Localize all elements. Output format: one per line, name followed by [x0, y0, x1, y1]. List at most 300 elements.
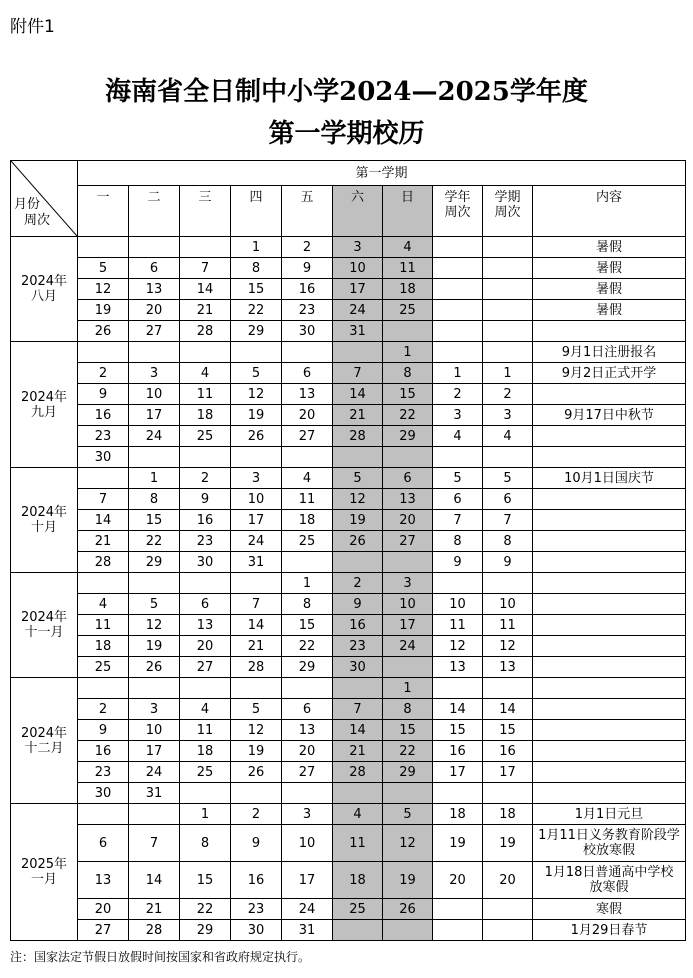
day-cell: 6 [78, 825, 129, 862]
day-cell: 28 [333, 762, 383, 783]
day-cell: 31 [129, 783, 180, 804]
semester-week-cell [483, 300, 533, 321]
day-cell: 3 [231, 468, 282, 489]
semester-week-cell: 11 [483, 615, 533, 636]
calendar-week-row [11, 531, 686, 552]
weekday-header: 一 [78, 186, 129, 237]
day-cell: 9 [180, 489, 231, 510]
document-title: 海南省全日制中小学2024—2025学年度 [105, 77, 588, 107]
day-cell: 28 [231, 657, 282, 678]
day-cell [231, 342, 282, 363]
day-cell: 13 [129, 279, 180, 300]
weekday-header: 五 [282, 186, 333, 237]
day-cell: 22 [129, 531, 180, 552]
school-year-week-cell: 20 [433, 862, 483, 899]
day-cell: 14 [231, 615, 282, 636]
corner-week-label: 周次 [24, 213, 51, 228]
day-cell: 29 [129, 552, 180, 573]
day-cell: 1 [383, 678, 433, 699]
content-cell: 1月29日春节 [533, 920, 686, 941]
day-cell: 8 [129, 489, 180, 510]
calendar-week-row [11, 321, 686, 342]
semester-week-cell: 2 [483, 384, 533, 405]
content-cell: 暑假 [533, 258, 686, 279]
day-cell: 4 [78, 594, 129, 615]
content-cell [533, 636, 686, 657]
school-year-week-cell: 14 [433, 699, 483, 720]
semester-week-cell [483, 783, 533, 804]
day-cell: 25 [180, 762, 231, 783]
day-cell: 4 [180, 363, 231, 384]
day-cell: 20 [282, 741, 333, 762]
calendar-week-row [11, 405, 686, 426]
school-year-week-cell: 17 [433, 762, 483, 783]
day-cell: 12 [231, 720, 282, 741]
day-cell [383, 657, 433, 678]
day-cell [282, 783, 333, 804]
day-cell: 30 [231, 920, 282, 941]
day-cell [333, 678, 383, 699]
school-year-week-cell: 13 [433, 657, 483, 678]
day-cell: 23 [180, 531, 231, 552]
day-cell: 15 [383, 720, 433, 741]
day-cell: 8 [231, 258, 282, 279]
day-cell [383, 447, 433, 468]
day-cell: 13 [180, 615, 231, 636]
day-cell [333, 920, 383, 941]
semester-header: 第一学期 [78, 161, 686, 186]
semester-week-cell: 7 [483, 510, 533, 531]
semester-week-cell [483, 258, 533, 279]
calendar-week-row [11, 783, 686, 804]
school-year-week-cell: 4 [433, 426, 483, 447]
semester-week-cell [483, 342, 533, 363]
content-cell: 9月17日中秋节 [533, 405, 686, 426]
day-cell: 19 [78, 300, 129, 321]
day-cell [383, 783, 433, 804]
semester-week-cell: 18 [483, 804, 533, 825]
day-cell: 2 [333, 573, 383, 594]
day-cell: 13 [282, 720, 333, 741]
calendar-week-row [11, 237, 686, 258]
day-cell: 25 [180, 426, 231, 447]
day-cell: 2 [180, 468, 231, 489]
day-cell: 18 [383, 279, 433, 300]
day-cell: 26 [231, 426, 282, 447]
semester-week-cell: 8 [483, 531, 533, 552]
day-cell: 11 [78, 615, 129, 636]
day-cell: 21 [129, 899, 180, 920]
day-cell: 29 [282, 657, 333, 678]
day-cell: 27 [282, 426, 333, 447]
day-cell: 21 [180, 300, 231, 321]
day-cell [231, 678, 282, 699]
semester-week-cell: 12 [483, 636, 533, 657]
day-cell: 5 [333, 468, 383, 489]
day-cell: 23 [78, 426, 129, 447]
day-cell: 31 [282, 920, 333, 941]
day-cell [129, 573, 180, 594]
day-cell: 23 [282, 300, 333, 321]
day-cell [78, 468, 129, 489]
calendar-week-row [11, 426, 686, 447]
school-year-week-cell [433, 678, 483, 699]
day-cell [231, 783, 282, 804]
semester-week-cell: 9 [483, 552, 533, 573]
semester-week-cell [483, 920, 533, 941]
day-cell: 19 [231, 741, 282, 762]
day-cell: 9 [231, 825, 282, 862]
calendar-week-row [11, 720, 686, 741]
day-cell [78, 573, 129, 594]
month-label: 2024年 十一月 [11, 573, 78, 678]
weekday-header: 二 [129, 186, 180, 237]
day-cell: 17 [383, 615, 433, 636]
school-year-week-cell: 7 [433, 510, 483, 531]
content-cell: 寒假 [533, 899, 686, 920]
content-cell: 暑假 [533, 300, 686, 321]
day-cell: 26 [231, 762, 282, 783]
day-cell [333, 447, 383, 468]
day-cell: 11 [282, 489, 333, 510]
semester-week-cell: 17 [483, 762, 533, 783]
day-cell: 6 [180, 594, 231, 615]
day-cell [78, 804, 129, 825]
day-cell: 27 [383, 531, 433, 552]
day-cell: 17 [129, 405, 180, 426]
day-cell: 22 [231, 300, 282, 321]
day-cell: 20 [180, 636, 231, 657]
semester-week-cell: 20 [483, 862, 533, 899]
day-cell: 12 [78, 279, 129, 300]
calendar-week-row [11, 258, 686, 279]
content-cell: 1月18日普通高中学校 放寒假 [533, 862, 686, 899]
school-year-week-cell: 15 [433, 720, 483, 741]
day-cell [383, 552, 433, 573]
day-cell: 19 [333, 510, 383, 531]
day-cell [282, 552, 333, 573]
day-cell: 10 [383, 594, 433, 615]
school-year-week-cell: 16 [433, 741, 483, 762]
day-cell: 15 [180, 862, 231, 899]
content-cell [533, 489, 686, 510]
calendar-week-row [11, 615, 686, 636]
day-cell: 15 [129, 510, 180, 531]
document-subtitle: 第一学期校历 [268, 119, 425, 149]
day-cell: 25 [78, 657, 129, 678]
day-cell: 20 [129, 300, 180, 321]
day-cell [180, 342, 231, 363]
day-cell [129, 678, 180, 699]
day-cell: 3 [129, 363, 180, 384]
content-cell [533, 552, 686, 573]
day-cell [231, 447, 282, 468]
content-cell: 9月1日注册报名 [533, 342, 686, 363]
calendar-week-row [11, 279, 686, 300]
day-cell: 17 [333, 279, 383, 300]
day-cell: 30 [78, 783, 129, 804]
day-cell: 27 [282, 762, 333, 783]
calendar-week-row [11, 862, 686, 899]
day-cell: 14 [129, 862, 180, 899]
day-cell: 4 [383, 237, 433, 258]
day-cell [282, 342, 333, 363]
day-cell: 18 [78, 636, 129, 657]
day-cell: 25 [333, 899, 383, 920]
day-cell: 23 [231, 899, 282, 920]
school-year-week-cell [433, 279, 483, 300]
content-cell [533, 615, 686, 636]
semester-week-cell: 13 [483, 657, 533, 678]
school-year-week-cell: 19 [433, 825, 483, 862]
month-label: 2024年 十月 [11, 468, 78, 573]
day-cell: 6 [282, 363, 333, 384]
day-cell: 14 [333, 720, 383, 741]
day-cell: 21 [78, 531, 129, 552]
day-cell: 16 [231, 862, 282, 899]
day-cell [129, 342, 180, 363]
day-cell: 12 [231, 384, 282, 405]
day-cell: 12 [333, 489, 383, 510]
content-cell [533, 447, 686, 468]
day-cell [282, 678, 333, 699]
attachment-label: 附件1 [10, 17, 55, 37]
day-cell: 1 [383, 342, 433, 363]
day-cell [180, 573, 231, 594]
semester-week-cell [483, 678, 533, 699]
school-year-week-cell: 5 [433, 468, 483, 489]
day-cell: 28 [129, 920, 180, 941]
day-cell [129, 237, 180, 258]
school-year-week-cell [433, 573, 483, 594]
day-cell [129, 447, 180, 468]
calendar-week-row [11, 363, 686, 384]
content-cell [533, 678, 686, 699]
day-cell [383, 920, 433, 941]
day-cell: 13 [383, 489, 433, 510]
calendar-week-row [11, 594, 686, 615]
day-cell: 13 [282, 384, 333, 405]
school-year-week-cell: 8 [433, 531, 483, 552]
day-cell [129, 804, 180, 825]
school-calendar-table [10, 160, 686, 941]
day-cell: 16 [78, 405, 129, 426]
day-cell: 28 [180, 321, 231, 342]
day-cell: 1 [282, 573, 333, 594]
day-cell: 11 [180, 720, 231, 741]
school-year-week-cell [433, 300, 483, 321]
day-cell [78, 678, 129, 699]
content-cell [533, 510, 686, 531]
school-year-week-header: 学年 周次 [433, 186, 483, 237]
calendar-week-row [11, 573, 686, 594]
day-cell: 5 [383, 804, 433, 825]
day-cell: 21 [333, 741, 383, 762]
day-cell: 17 [282, 862, 333, 899]
day-cell [78, 237, 129, 258]
school-year-week-cell [433, 258, 483, 279]
school-year-week-cell: 11 [433, 615, 483, 636]
day-cell: 15 [282, 615, 333, 636]
day-cell: 24 [129, 426, 180, 447]
semester-week-header: 学期 周次 [483, 186, 533, 237]
content-cell [533, 321, 686, 342]
school-year-week-cell [433, 783, 483, 804]
school-year-week-cell [433, 237, 483, 258]
school-year-week-cell [433, 321, 483, 342]
calendar-week-row [11, 636, 686, 657]
day-cell [180, 237, 231, 258]
content-cell: 10月1日国庆节 [533, 468, 686, 489]
day-cell: 6 [383, 468, 433, 489]
day-cell: 5 [231, 363, 282, 384]
day-cell: 27 [129, 321, 180, 342]
semester-week-cell [483, 279, 533, 300]
school-year-week-cell: 2 [433, 384, 483, 405]
day-cell: 18 [180, 741, 231, 762]
semester-week-cell: 6 [483, 489, 533, 510]
day-cell: 12 [129, 615, 180, 636]
day-cell: 13 [78, 862, 129, 899]
day-cell: 7 [78, 489, 129, 510]
day-cell: 18 [282, 510, 333, 531]
school-year-week-cell [433, 447, 483, 468]
day-cell [180, 783, 231, 804]
month-label: 2024年 十二月 [11, 678, 78, 804]
day-cell: 31 [231, 552, 282, 573]
day-cell: 10 [129, 720, 180, 741]
day-cell: 11 [383, 258, 433, 279]
day-cell: 19 [383, 862, 433, 899]
day-cell: 26 [383, 899, 433, 920]
day-cell: 2 [78, 363, 129, 384]
semester-week-cell [483, 447, 533, 468]
footnote: 注：国家法定节假日放假时间按国家和省政府规定执行。 [10, 950, 311, 964]
day-cell: 5 [129, 594, 180, 615]
day-cell: 12 [383, 825, 433, 862]
day-cell: 26 [78, 321, 129, 342]
day-cell: 21 [231, 636, 282, 657]
day-cell: 11 [333, 825, 383, 862]
calendar-week-row [11, 699, 686, 720]
school-year-week-cell: 12 [433, 636, 483, 657]
semester-week-cell [483, 573, 533, 594]
content-cell: 暑假 [533, 279, 686, 300]
calendar-week-row [11, 920, 686, 941]
day-cell: 18 [333, 862, 383, 899]
day-cell: 10 [333, 258, 383, 279]
day-cell: 4 [180, 699, 231, 720]
day-cell: 30 [78, 447, 129, 468]
day-cell: 28 [78, 552, 129, 573]
semester-week-cell: 15 [483, 720, 533, 741]
semester-week-cell [483, 237, 533, 258]
semester-week-cell: 10 [483, 594, 533, 615]
day-cell: 4 [282, 468, 333, 489]
semester-week-cell [483, 321, 533, 342]
day-cell: 25 [282, 531, 333, 552]
semester-week-cell [483, 899, 533, 920]
day-cell: 27 [78, 920, 129, 941]
corner-month-label: 月份 [14, 197, 41, 212]
school-year-week-cell: 6 [433, 489, 483, 510]
content-cell [533, 657, 686, 678]
semester-week-cell: 5 [483, 468, 533, 489]
school-year-week-cell: 9 [433, 552, 483, 573]
day-cell: 2 [282, 237, 333, 258]
school-year-week-cell [433, 342, 483, 363]
day-cell: 27 [180, 657, 231, 678]
day-cell: 4 [333, 804, 383, 825]
day-cell: 19 [231, 405, 282, 426]
school-year-week-cell: 18 [433, 804, 483, 825]
content-cell [533, 720, 686, 741]
day-cell [180, 678, 231, 699]
school-year-week-cell [433, 920, 483, 941]
school-year-week-cell: 3 [433, 405, 483, 426]
day-cell [333, 783, 383, 804]
day-cell: 29 [231, 321, 282, 342]
day-cell: 9 [333, 594, 383, 615]
semester-week-cell: 19 [483, 825, 533, 862]
day-cell: 14 [333, 384, 383, 405]
day-cell [78, 342, 129, 363]
day-cell: 10 [129, 384, 180, 405]
school-year-week-cell [433, 899, 483, 920]
day-cell: 3 [282, 804, 333, 825]
day-cell: 23 [78, 762, 129, 783]
day-cell: 31 [333, 321, 383, 342]
day-cell: 9 [78, 384, 129, 405]
header-row-semester [11, 161, 686, 186]
day-cell: 15 [383, 384, 433, 405]
day-cell: 22 [383, 741, 433, 762]
day-cell [333, 552, 383, 573]
day-cell: 14 [180, 279, 231, 300]
calendar-week-row [11, 552, 686, 573]
calendar-week-row [11, 678, 686, 699]
day-cell: 1 [180, 804, 231, 825]
calendar-week-row [11, 899, 686, 920]
day-cell [383, 321, 433, 342]
day-cell: 7 [129, 825, 180, 862]
weekday-header: 日 [383, 186, 433, 237]
day-cell: 14 [78, 510, 129, 531]
day-cell: 25 [383, 300, 433, 321]
day-cell: 17 [129, 741, 180, 762]
day-cell: 10 [282, 825, 333, 862]
day-cell: 16 [333, 615, 383, 636]
calendar-week-row [11, 300, 686, 321]
day-cell [180, 447, 231, 468]
day-cell: 29 [383, 426, 433, 447]
content-cell [533, 426, 686, 447]
content-cell: 9月2日正式开学 [533, 363, 686, 384]
day-cell: 6 [129, 258, 180, 279]
calendar-week-row [11, 447, 686, 468]
content-cell [533, 783, 686, 804]
semester-week-cell: 3 [483, 405, 533, 426]
day-cell: 15 [231, 279, 282, 300]
day-cell: 26 [129, 657, 180, 678]
calendar-week-row [11, 804, 686, 825]
day-cell: 24 [231, 531, 282, 552]
month-label: 2024年 八月 [11, 237, 78, 342]
day-cell: 1 [231, 237, 282, 258]
content-cell [533, 741, 686, 762]
day-cell: 8 [282, 594, 333, 615]
calendar-week-row [11, 825, 686, 862]
